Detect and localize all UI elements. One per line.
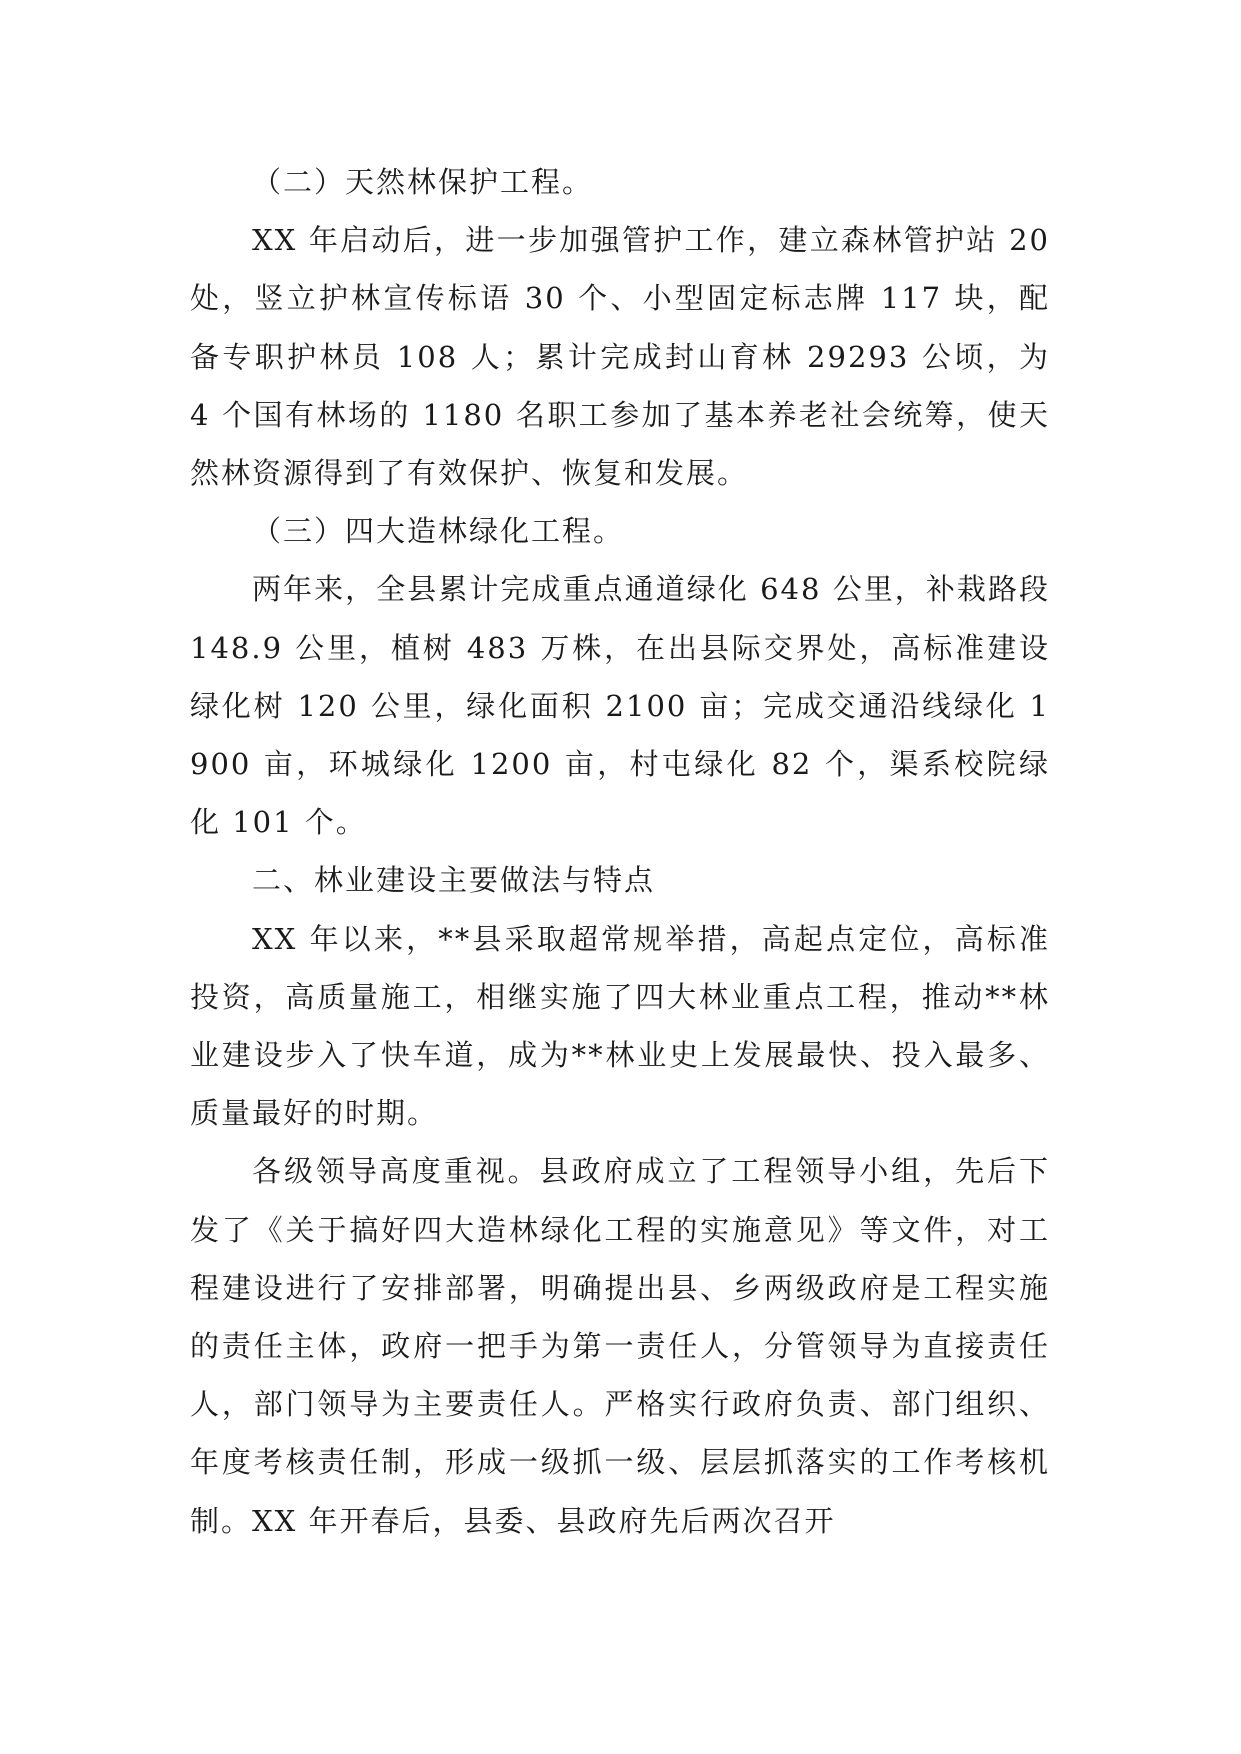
section-heading-afforestation: （三）四大造林绿化工程。 xyxy=(252,514,625,549)
paragraph-leadership: 各级领导高度重视。县政府成立了工程领导小组，先后下发了《关于搞好四大造林绿化工程的实施意见》等文件，对工程建设进行了安排部署，明确提出县、乡两级政府是工程实施的责任主体，政府一把手为第一责任人，分管领导为直接责任人，部门领导为主要责任人。严格实行政府负责、部门组织、年度考核责任制，形成一级抓一级、层层抓落实的工作考核机制。XX 年开春后，县委、县政府先后两次召开 xyxy=(190,1154,1050,1538)
paragraph-practices-intro: XX 年以来，**县采取超常规举措，高起点定位，高标准投资，高质量施工，相继实施了四大林业重点工程，推动**林业建设步入了快车道，成为**林业史上发展最快、投入最多、质量最好的时期。 xyxy=(190,921,1050,1131)
section-heading-practices: 二、林业建设主要做法与特点 xyxy=(252,863,656,898)
section-heading-natural-forest: （二）天然林保护工程。 xyxy=(252,165,594,199)
document-body xyxy=(190,153,1050,1550)
paragraph-afforestation: 两年来，全县累计完成重点通道绿化 648 公里，补栽路段 148.9 公里，植树 483 万株，在出县际交界处，高标准建设绿化树 120 公里，绿化面积 2100 亩；完成交通沿线绿化 1900 亩，环城绿化 1200 亩，村屯绿化 82 个，渠系校院绿化 101 个。 xyxy=(190,572,1050,840)
paragraph-natural-forest: XX 年启动后，进一步加强管护工作，建立森林管护站 20 处，竖立护林宣传标语 30 个、小型固定标志牌 117 块，配备专职护林员 108 人；累计完成封山育林 29293 公顷，为 4 个国有林场的 1180 名职工参加了基本养老社会统筹，使天然林资源得到了有效保护、恢复和发展。 xyxy=(190,223,1050,491)
